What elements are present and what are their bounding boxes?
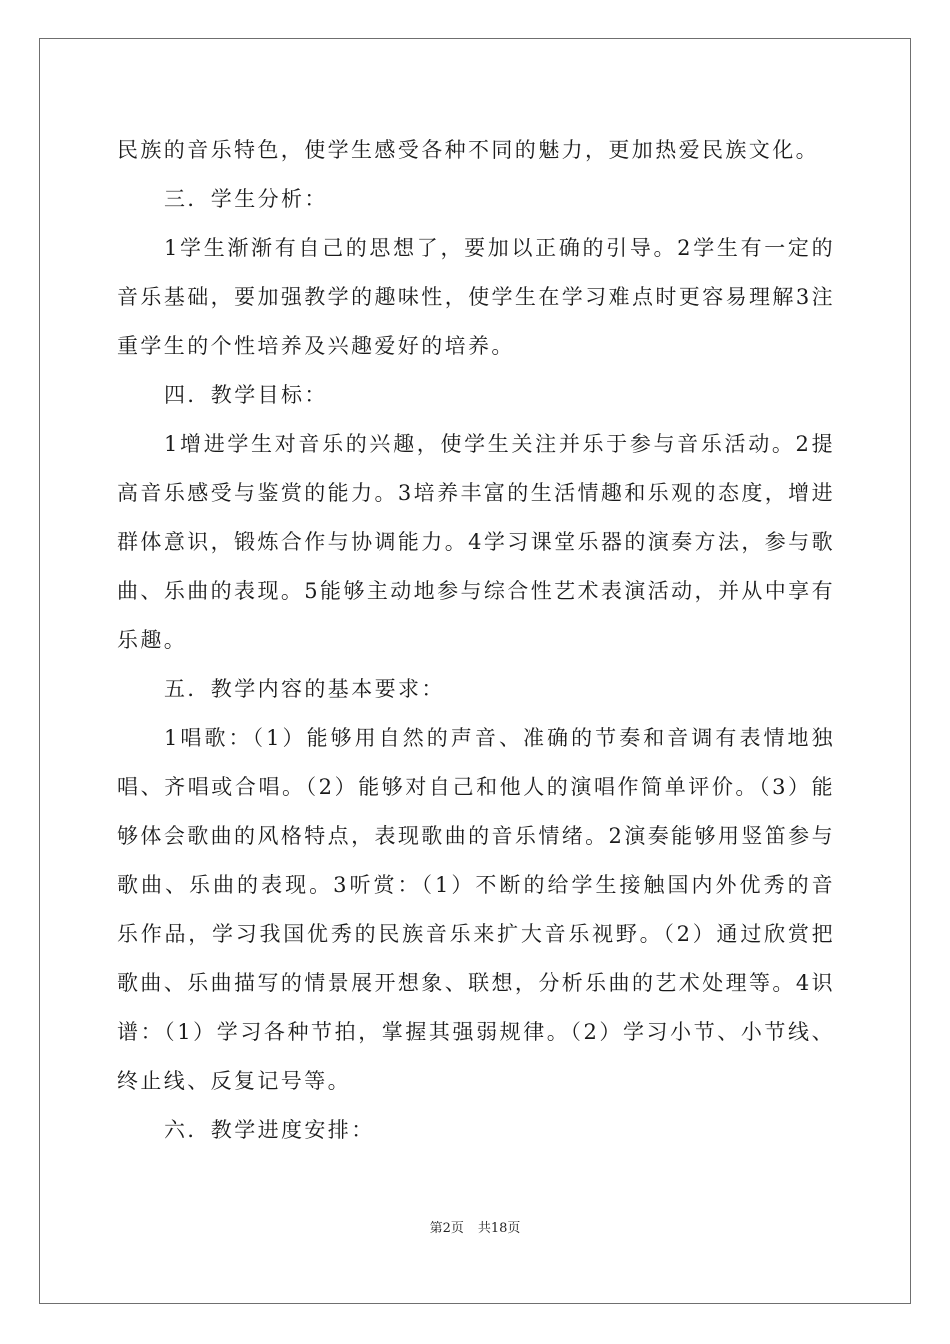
paragraph-content-requirements: 1唱歌：（1）能够用自然的声音、准确的节奏和音调有表情地独唱、齐唱或合唱。（2）能够对自己和他人的演唱作简单评价。（3）能够体会歌曲的风格特点，表现歌曲的音乐情绪。2演奏能够用竖笛参与歌曲、乐曲的表现。3听赏：（1）不断的给学生接触国内外优秀的音乐作品，学习我国优秀的民族音乐来扩大音乐视野。（2）通过欣赏把歌曲、乐曲描写的情景展开想象、联想，分析乐曲的艺术处理等。4识谱：（1）学习各种节拍，掌握其强弱规律。（2）学习小节、小节线、终止线、反复记号等。	[117, 726, 835, 1093]
section-heading-student-analysis: 三．学生分析：	[164, 187, 328, 211]
paragraph-student-analysis: 1学生渐渐有自己的思想了，要加以正确的引导。2学生有一定的音乐基础，要加强教学的趣味性，使学生在学习难点时更容易理解3注重学生的个性培养及兴趣爱好的培养。	[117, 236, 835, 358]
paragraph-teaching-goals: 1增进学生对音乐的兴趣，使学生关注并乐于参与音乐活动。2提高音乐感受与鉴赏的能力。3培养丰富的生活情趣和乐观的态度，增进群体意识，锻炼合作与协调能力。4学习课堂乐器的演奏方法，参与歌曲、乐曲的表现。5能够主动地参与综合性艺术表演活动，并从中享有乐趣。	[117, 432, 835, 652]
section-heading-content-requirements: 五．教学内容的基本要求：	[164, 677, 445, 701]
page-footer	[0, 1219, 950, 1239]
section-heading-teaching-goals: 四．教学目标：	[164, 383, 328, 407]
page-total: 共18页	[477, 1221, 521, 1236]
page-number: 第2页	[429, 1221, 464, 1236]
section-heading-schedule: 六．教学进度安排：	[164, 1118, 375, 1142]
paragraph-continuation: 民族的音乐特色，使学生感受各种不同的魅力，更加热爱民族文化。	[117, 138, 819, 162]
document-body	[117, 126, 835, 1155]
